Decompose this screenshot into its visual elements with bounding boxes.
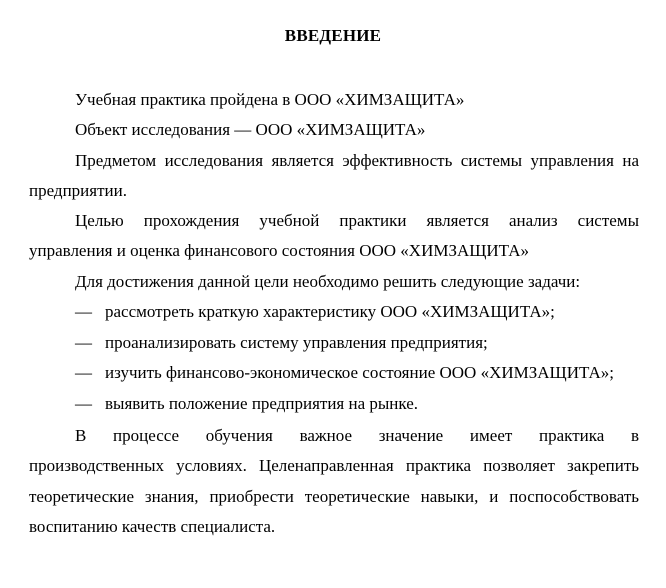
paragraph-practice-location: Учебная практика пройдена в ООО «ХИМЗАЩИТА» — [75, 90, 465, 109]
paragraph-practice-importance-line3: теоретические знания, приобрести теоретические навыки, и поспособствовать — [29, 487, 639, 506]
list-item-text: изучить финансово-экономическое состояние ООО «ХИМЗАЩИТА»; — [105, 363, 615, 382]
paragraph-research-object: Объект исследования — ООО «ХИМЗАЩИТА» — [75, 120, 426, 139]
paragraph-practice-importance-line2: производственных условиях. Целенаправленная практика позволяет закрепить — [29, 456, 639, 475]
paragraph-practice-importance-line1: В процессе обучения важное значение имеет практика в — [75, 426, 639, 445]
paragraph-research-subject-line1: Предметом исследования является эффективность системы управления на — [75, 151, 639, 170]
paragraph-practice-goal-line2: управления и оценка финансового состояния ООО «ХИМЗАЩИТА» — [29, 241, 529, 260]
paragraph-research-subject-line2: предприятии. — [29, 181, 127, 200]
paragraph-practice-importance-line4: воспитанию качеств специалиста. — [29, 517, 276, 536]
paragraph-tasks-intro: Для достижения данной цели необходимо решить следующие задачи: — [75, 272, 581, 291]
list-item-text: рассмотреть краткую характеристику ООО «ХИМЗАЩИТА»; — [105, 302, 555, 321]
dash-marker: — — [75, 302, 92, 321]
dash-marker: — — [75, 333, 92, 352]
list-item-text: проанализировать систему управления предприятия; — [105, 333, 488, 352]
paragraph-practice-goal-line1: Целью прохождения учебной практики является анализ системы — [75, 211, 639, 230]
dash-marker: — — [75, 394, 92, 413]
page-title: ВВЕДЕНИЕ — [284, 26, 382, 45]
dash-marker: — — [75, 363, 92, 382]
list-item-text: выявить положение предприятия на рынке. — [105, 394, 419, 413]
